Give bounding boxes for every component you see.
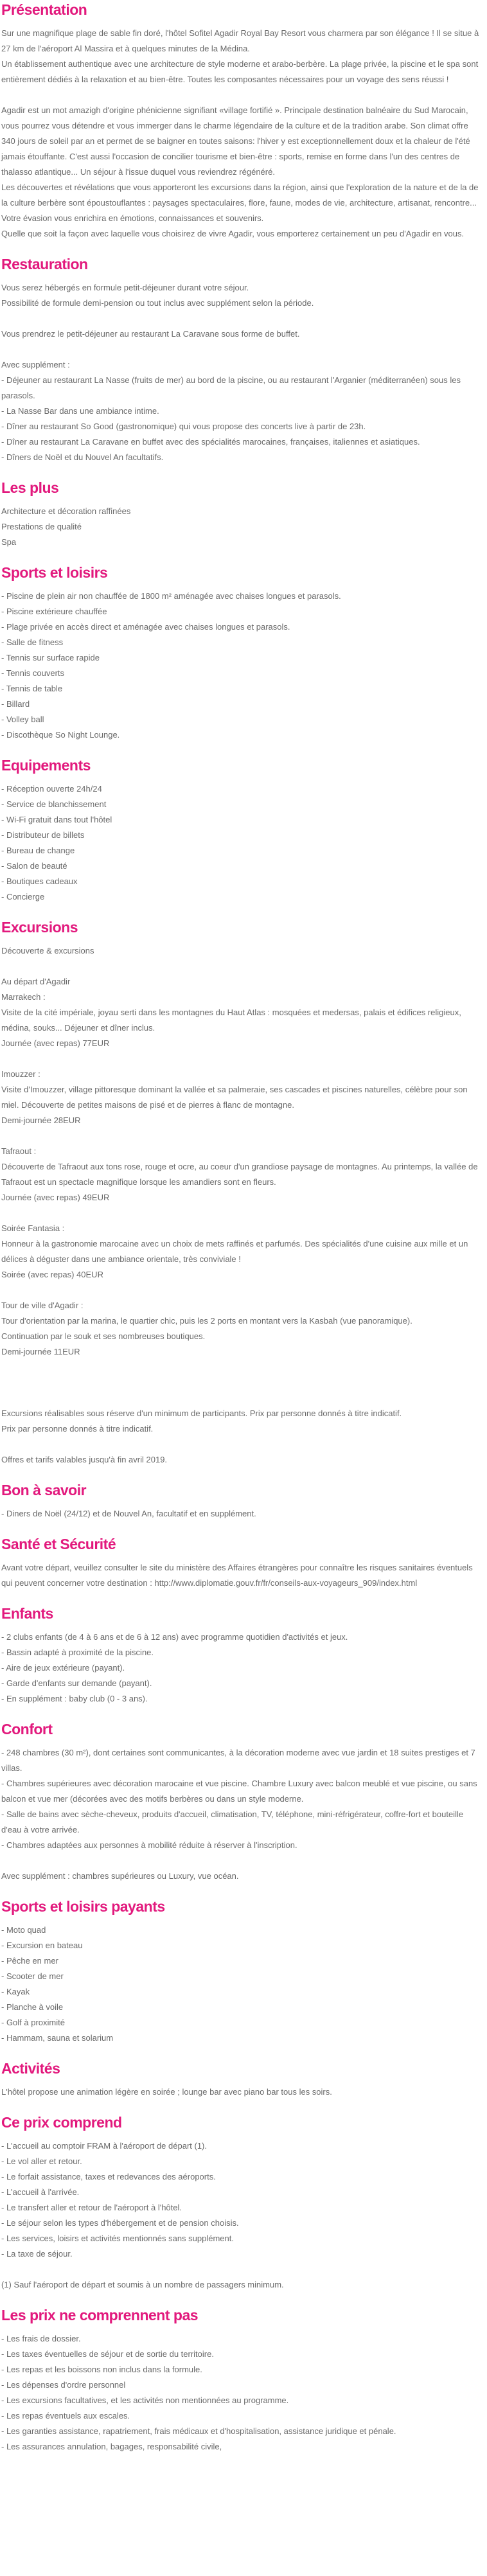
- enfants-heading: Enfants: [1, 1605, 53, 1622]
- prix-non-compris-item: - Les repas éventuels aux escales.: [1, 2411, 130, 2421]
- bon-a-savoir-item: - Diners de Noël (24/12) et de Nouvel An, facultatif et en supplément.: [1, 1509, 256, 1518]
- prix-non-compris-item: - Les taxes éventuelles de séjour et de sortie du territoire.: [1, 2349, 214, 2359]
- prix-non-compris-heading: Les prix ne comprennent pas: [1, 2307, 199, 2323]
- excursion-title: Tafraout :: [1, 1146, 37, 1156]
- prix-non-compris-item: - Les assurances annulation, bagages, responsabilité civile,: [1, 2442, 222, 2451]
- sports-payants-item: - Excursion en bateau: [1, 1941, 83, 1950]
- prix-comprend-item: - L'accueil au comptoir FRAM à l'aéroport de départ (1).: [1, 2141, 207, 2151]
- presentation-paragraph: Agadir est un mot amazigh d'origine phénicienne signifiant «village fortifié ». Principale destination balnéaire du Sud Marocain, vous pourrez vous détendre et vous immerger dans le charme légendaire de la culture et de la tradition arabe. Son climat offre 340 jours de soleil par an et permet de se baigner en toutes saisons: l'hiver y est exceptionnellement doux et la chaleur de l'été jamais étouffante. C'est aussi l'occasion de concilier tourisme et bien-être : sports, remise en forme dans l'un des centres de thalasso atlantique... Un séjour à l'issue duquel vous reviendrez régénéré.: [1, 105, 470, 177]
- excursions-intro: Découverte & excursions: [1, 946, 94, 955]
- section-sante-securite: [1, 1534, 482, 1591]
- sports-loisirs-item: - Discothèque So Night Lounge.: [1, 730, 120, 740]
- section-sports-payants: [1, 1897, 482, 2046]
- presentation-paragraph: Les découvertes et révélations que vous apporteront les excursions dans la région, ainsi que l'exploration de la nature et de la de la culture berbère sont époustouflantes : paysages spectaculaires, flore, faune, modes de vie, architecture, artisanat, rencontre... Votre évasion vous enrichira en émotions, connaissances et souvenirs.: [1, 182, 479, 223]
- excursion-title: Marrakech :: [1, 992, 46, 1002]
- excursion-price: Soirée (avec repas) 40EUR: [1, 1270, 103, 1279]
- presentation-heading: Présentation: [1, 1, 87, 18]
- prix-comprend-footnote: (1) Sauf l'aéroport de départ et soumis à un nombre de passagers minimum.: [1, 2280, 284, 2289]
- excursions-note: Prix par personne donnés à titre indicatif.: [1, 1424, 154, 1434]
- presentation-paragraph: Quelle que soit la façon avec laquelle vous choisirez de vivre Agadir, vous emporterez certainement un peu d'Agadir en vous.: [1, 229, 465, 238]
- excursion-description: Honneur à la gastronomie marocaine avec un choix de mets raffinés et parfumés. Des spécialités d'une cuisine aux mille et un délices à déguster dans une ambiance orientale, très conviviale !: [1, 1239, 468, 1264]
- restauration-heading: Restauration: [1, 256, 88, 272]
- excursion-title: Imouzzer :: [1, 1069, 40, 1079]
- excursion-description: Découverte de Tafraout aux tons rose, rouge et ocre, au coeur d'un grandiose paysage de montagnes. Au printemps, la vallée de Tafraout est un spectacle magnifique lorsque les amandiers sont en fleurs.: [1, 1162, 478, 1187]
- section-excursions: [1, 918, 482, 1468]
- prix-non-compris-item: - Les excursions facultatives, et les activités non mentionnées au programme.: [1, 2395, 289, 2405]
- restauration-item: - Dîner au restaurant So Good (gastronomique) qui vous propose des concerts live à partir de 23h.: [1, 422, 366, 431]
- prix-non-compris-item: - Les repas et les boissons non inclus dans la formule.: [1, 2365, 202, 2374]
- prix-non-compris-item: - Les frais de dossier.: [1, 2334, 81, 2343]
- restauration-item: - La Nasse Bar dans une ambiance intime.: [1, 406, 159, 416]
- section-bon-a-savoir: [1, 1480, 482, 1522]
- restauration-item: - Déjeuner au restaurant La Nasse (fruits de mer) au bord de la piscine, ou au restaurant l'Arganier (méditerranéen) sous les parasols.: [1, 375, 461, 400]
- sports-payants-item: - Moto quad: [1, 1925, 46, 1935]
- bon-a-savoir-heading: Bon à savoir: [1, 1482, 87, 1498]
- excursions-note: Excursions réalisables sous réserve d'un minimum de participants. Prix par personne donnés à titre indicatif.: [1, 1408, 402, 1418]
- equipement-item: - Concierge: [1, 892, 45, 902]
- confort-supplement: Avec supplément : chambres supérieures ou Luxury, vue océan.: [1, 1871, 239, 1881]
- sports-loisirs-item: - Tennis sur surface rapide: [1, 653, 100, 662]
- excursions-heading: Excursions: [1, 919, 78, 936]
- prix-comprend-item: - Les services, loisirs et activités mentionnés sans supplément.: [1, 2234, 234, 2243]
- excursion-price: Journée (avec repas) 77EUR: [1, 1038, 110, 1048]
- enfants-item: - Aire de jeux extérieure (payant).: [1, 1663, 125, 1673]
- prix-comprend-heading: Ce prix comprend: [1, 2114, 122, 2131]
- equipement-item: - Boutiques cadeaux: [1, 876, 78, 886]
- excursion-price: Journée (avec repas) 49EUR: [1, 1193, 110, 1202]
- prix-comprend-item: - Le séjour selon les types d'hébergement et de pension choisis.: [1, 2218, 239, 2228]
- confort-heading: Confort: [1, 1721, 53, 1737]
- enfants-item: - Bassin adapté à proximité de la piscine.: [1, 1648, 154, 1657]
- les-plus-item: Prestations de qualité: [1, 522, 82, 531]
- prix-non-compris-item: - Les dépenses d'ordre personnel: [1, 2380, 126, 2390]
- sports-payants-item: - Kayak: [1, 1987, 30, 1996]
- excursions-departure: Au départ d'Agadir: [1, 977, 71, 986]
- les-plus-item: Architecture et décoration raffinées: [1, 506, 131, 516]
- section-activites: [1, 2059, 482, 2100]
- sante-securite-text: Avant votre départ, veuillez consulter le site du ministère des Affaires étrangères pour connaître les risques sanitaires éventuels qui peuvent concerner votre destination : http://www.diplomatie.gouv.fr/fr/conseils-aux-voyageurs_909/index.html: [1, 1563, 473, 1588]
- sports-loisirs-item: - Piscine de plein air non chauffée de 1800 m² aménagée avec chaises longues et parasols.: [1, 591, 341, 601]
- sports-payants-item: - Hammam, sauna et solarium: [1, 2033, 114, 2043]
- equipement-item: - Distributeur de billets: [1, 830, 85, 840]
- section-sports-loisirs: [1, 563, 482, 743]
- les-plus-item: Spa: [1, 537, 17, 547]
- sports-loisirs-heading: Sports et loisirs: [1, 564, 108, 581]
- section-equipements: [1, 756, 482, 905]
- sports-loisirs-item: - Piscine extérieure chauffée: [1, 607, 107, 616]
- excursion-title: Soirée Fantasia :: [1, 1223, 65, 1233]
- excursion-price: Demi-journée 11EUR: [1, 1347, 80, 1356]
- restauration-item: - Dîners de Noël et du Nouvel An facultatifs.: [1, 452, 164, 462]
- excursion-description: Tour d'orientation par la marina, le quartier chic, puis les 2 ports en montant vers la Kasbah (vue panoramique).: [1, 1316, 412, 1326]
- enfants-item: - En supplément : baby club (0 - 3 ans).: [1, 1694, 148, 1703]
- equipements-heading: Equipements: [1, 757, 91, 774]
- equipement-item: - Service de blanchissement: [1, 799, 107, 809]
- enfants-item: - Garde d'enfants sur demande (payant).: [1, 1678, 152, 1688]
- sports-loisirs-item: - Billard: [1, 699, 30, 709]
- section-presentation: [1, 0, 482, 242]
- sports-payants-heading: Sports et loisirs payants: [1, 1898, 165, 1915]
- presentation-paragraph: Un établissement authentique avec une architecture de style moderne et arabo-berbère. La plage privée, la piscine et le spa sont entièrement dédiés à la relaxation et au bien-être. Toutes les composantes nécessaires pour un voyage des sens réussi !: [1, 59, 479, 84]
- confort-item: - Chambres adaptées aux personnes à mobilité réduite à réserver à l'inscription.: [1, 1840, 297, 1850]
- prix-comprend-item: - Le vol aller et retour.: [1, 2156, 82, 2166]
- offer-validity: Offres et tarifs valables jusqu'à fin avril 2019.: [1, 1455, 168, 1464]
- confort-item: - Salle de bains avec sèche-cheveux, produits d'accueil, climatisation, TV, téléphone, mini-réfrigérateur, coffre-fort et bouteille d'eau à votre arrivée.: [1, 1809, 464, 1834]
- prix-comprend-item: - Le forfait assistance, taxes et redevances des aéroports.: [1, 2172, 216, 2181]
- restauration-supplement-label: Avec supplément :: [1, 360, 70, 369]
- les-plus-heading: Les plus: [1, 479, 59, 496]
- excursion-description: Continuation par le souk et ses nombreuses boutiques.: [1, 1331, 206, 1341]
- sports-payants-item: - Scooter de mer: [1, 1971, 64, 1981]
- activites-text: L'hôtel propose une animation légère en soirée ; lounge bar avec piano bar tous les soirs.: [1, 2087, 332, 2097]
- restauration-line: Possibilité de formule demi-pension ou tout inclus avec supplément selon la période.: [1, 298, 314, 308]
- sports-loisirs-item: - Plage privée en accès direct et aménagée avec chaises longues et parasols.: [1, 622, 290, 632]
- excursion-description: Visite d'Imouzzer, village pittoresque dominant la vallée et sa palmeraie, ses cascades et piscines naturelles, célèbre pour son miel. Découverte de petites maisons de pisé et de pierres à flanc de montagne.: [1, 1085, 468, 1110]
- section-restauration: [1, 254, 482, 465]
- excursion-title: Tour de ville d'Agadir :: [1, 1301, 84, 1310]
- restauration-line: Vous serez hébergés en formule petit-déjeuner durant votre séjour.: [1, 283, 249, 292]
- enfants-item: - 2 clubs enfants (de 4 à 6 ans et de 6 à 12 ans) avec programme quotidien d'activités et jeux.: [1, 1632, 348, 1642]
- section-confort: [1, 1719, 482, 1884]
- equipement-item: - Réception ouverte 24h/24: [1, 784, 102, 794]
- section-prix-non-compris: [1, 2305, 482, 2455]
- restauration-line: Vous prendrez le petit-déjeuner au restaurant La Caravane sous forme de buffet.: [1, 329, 300, 339]
- presentation-paragraph: Sur une magnifique plage de sable fin doré, l'hôtel Sofitel Agadir Royal Bay Resort vous charmera par son élégance ! Il se situe à 27 km de l'aéroport Al Massira et à quelques minutes de la Médina.: [1, 28, 479, 53]
- prix-comprend-item: - Le transfert aller et retour de l'aéroport à l'hôtel.: [1, 2203, 182, 2212]
- section-enfants: [1, 1604, 482, 1707]
- sports-loisirs-item: - Tennis de table: [1, 684, 63, 693]
- confort-item: - Chambres supérieures avec décoration marocaine et vue piscine. Chambre Luxury avec balcon meublé et vue piscine, ou sans balcon et vue mer (décorées avec des motifs berbères ou dans un style moderne.: [1, 1779, 477, 1804]
- excursion-price: Demi-journée 28EUR: [1, 1115, 81, 1125]
- sports-loisirs-item: - Volley ball: [1, 715, 44, 724]
- equipement-item: - Salon de beauté: [1, 861, 67, 871]
- prix-comprend-item: - La taxe de séjour.: [1, 2249, 73, 2259]
- activites-heading: Activités: [1, 2060, 60, 2077]
- sports-payants-item: - Golf à proximité: [1, 2018, 65, 2027]
- prix-non-compris-item: - Les garanties assistance, rapatriement, frais médicaux et d'hospitalisation, assistance juridique et pénale.: [1, 2426, 396, 2436]
- section-prix-comprend: [1, 2113, 482, 2293]
- section-les-plus: [1, 478, 482, 550]
- confort-item: - 248 chambres (30 m²), dont certaines sont communicantes, à la décoration moderne avec vue jardin et 18 suites prestiges et 7 villas.: [1, 1748, 475, 1773]
- sports-payants-item: - Planche à voile: [1, 2002, 64, 2012]
- restauration-item: - Dîner au restaurant La Caravane en buffet avec des spécialités marocaines, françaises, italiennes et asiatiques.: [1, 437, 420, 447]
- sports-loisirs-item: - Salle de fitness: [1, 637, 64, 647]
- equipement-item: - Bureau de change: [1, 846, 75, 855]
- sante-securite-heading: Santé et Sécurité: [1, 1536, 116, 1552]
- sports-loisirs-item: - Tennis couverts: [1, 668, 65, 678]
- equipement-item: - Wi-Fi gratuit dans tout l'hôtel: [1, 815, 112, 824]
- prix-comprend-item: - L'accueil à l'arrivée.: [1, 2187, 80, 2197]
- sports-payants-item: - Pêche en mer: [1, 1956, 58, 1966]
- excursion-description: Visite de la cité impériale, joyau serti dans les montagnes du Haut Atlas : mosquées et medersas, palais et édifices religieux, médina, souks... Déjeuner et dîner inclus.: [1, 1008, 461, 1033]
